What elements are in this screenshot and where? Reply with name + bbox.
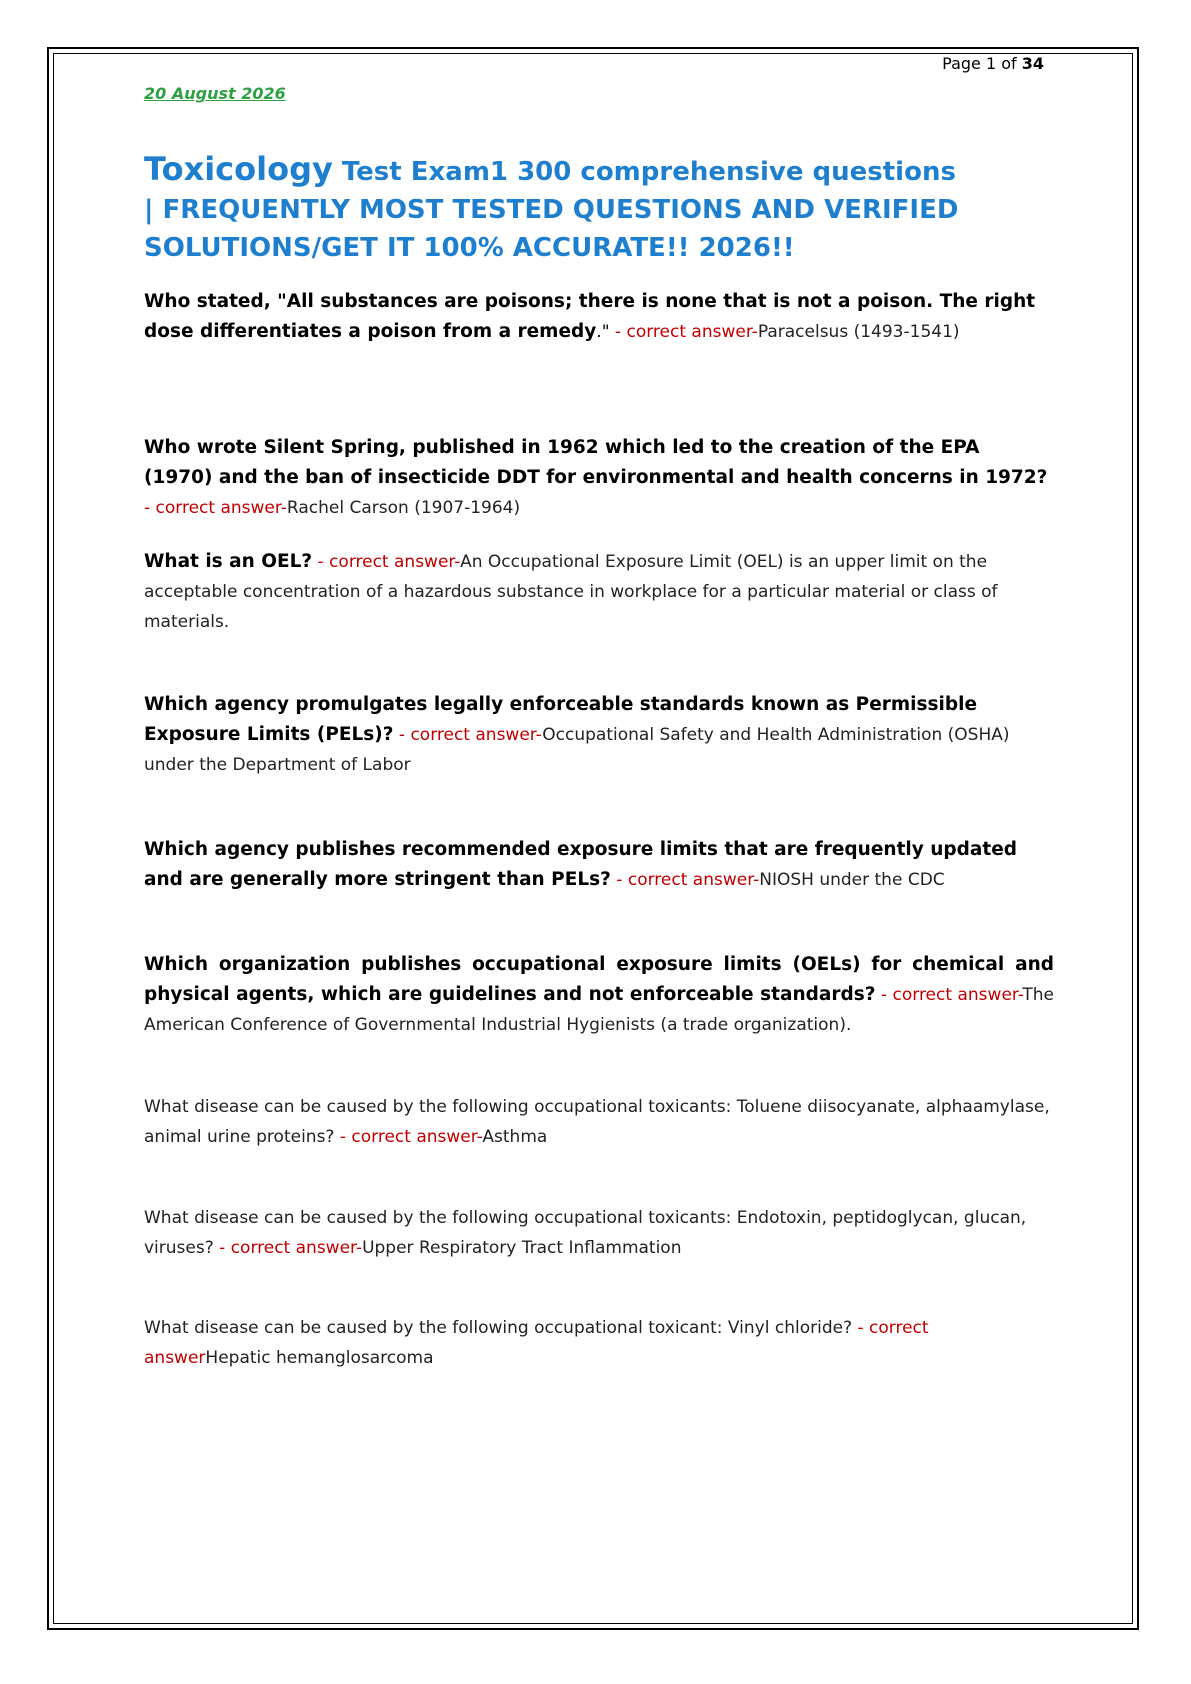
qa-item bbox=[144, 1092, 1054, 1152]
document-date: 20 August 2026 bbox=[144, 84, 286, 103]
qa-item bbox=[144, 433, 1054, 523]
answer: Occupational Safety and Health Administration (OSHA) under the Department of Labor bbox=[144, 725, 1010, 775]
qa-item bbox=[144, 835, 1054, 895]
answer-marker: - correct answer- bbox=[609, 322, 758, 342]
answer: An Occupational Exposure Limit (OEL) is an upper limit on the acceptable concentration of a hazardous substance in workplace for a particular material or class of materials. bbox=[144, 552, 998, 632]
answer-marker: - correct answer- bbox=[334, 1127, 483, 1147]
qa-item bbox=[144, 1313, 1054, 1373]
answer-marker: - correct answer- bbox=[312, 552, 461, 572]
title-lead: Toxicology bbox=[144, 150, 333, 188]
answer-marker: - correct answer- bbox=[393, 725, 543, 745]
answer: Rachel Carson (1907-1964) bbox=[286, 498, 521, 518]
answer-marker: - correct answer- bbox=[144, 498, 287, 518]
answer-marker: - correct answer- bbox=[610, 870, 760, 890]
answer-marker: - correct answer bbox=[144, 1318, 929, 1368]
page-number: Page 1 of 34 bbox=[942, 54, 1044, 73]
question: Who stated, "All substances are poisons; there is none that is not a poison. The right dose differentiates a poison from a remedy bbox=[144, 291, 1036, 342]
qa-item bbox=[144, 950, 1054, 1040]
question: Who wrote Silent Spring, published in 1962 which led to the creation of the EPA (1970) and the ban of insecticide DDT for environmental and health concerns in 1972? bbox=[144, 437, 1048, 488]
document-title bbox=[144, 150, 1044, 267]
title-line-2: | FREQUENTLY MOST TESTED QUESTIONS AND VERIFIED bbox=[144, 195, 959, 225]
question: What is an OEL? bbox=[144, 551, 313, 572]
answer-marker: - correct answer- bbox=[213, 1238, 363, 1258]
answer: The American Conference of Governmental Industrial Hygienists (a trade organization). bbox=[144, 985, 1054, 1035]
answer: Upper Respiratory Tract Inflammation bbox=[362, 1238, 682, 1258]
answer-marker: - correct answer- bbox=[875, 985, 1023, 1005]
answer: Hepatic hemanglosarcoma bbox=[205, 1348, 434, 1368]
qa-item bbox=[144, 547, 1054, 637]
qa-item bbox=[144, 1203, 1054, 1263]
title-line-3: SOLUTIONS/GET IT 100% ACCURATE!! 2026!! bbox=[144, 233, 795, 263]
question: Which agency publishes recommended exposure limits that are frequently updated and are generally more stringent than PELs? bbox=[144, 839, 1018, 890]
qa-item bbox=[144, 690, 1054, 780]
answer: NIOSH under the CDC bbox=[759, 870, 945, 890]
question: Which organization publishes occupational exposure limits (OELs) for chemical and physical agents, which are guidelines and not enforceable standards? bbox=[144, 954, 1054, 1005]
question-tail: ." bbox=[596, 322, 610, 342]
question: What disease can be caused by the following occupational toxicant: Vinyl chloride? bbox=[144, 1318, 853, 1338]
answer: Asthma bbox=[482, 1127, 548, 1147]
question: Which agency promulgates legally enforceable standards known as Permissible Exposure Limits (PELs)? bbox=[144, 694, 978, 745]
answer: Paracelsus (1493-1541) bbox=[757, 322, 960, 342]
question: What disease can be caused by the following occupational toxicants: Endotoxin, peptidoglycan, glucan, viruses? bbox=[144, 1208, 1027, 1258]
qa-item bbox=[144, 287, 1054, 347]
question: What disease can be caused by the following occupational toxicants: Toluene diisocyanate, alphaamylase, animal urine proteins? bbox=[144, 1097, 1050, 1147]
title-rest: Test Exam1 300 comprehensive questions bbox=[332, 157, 956, 187]
